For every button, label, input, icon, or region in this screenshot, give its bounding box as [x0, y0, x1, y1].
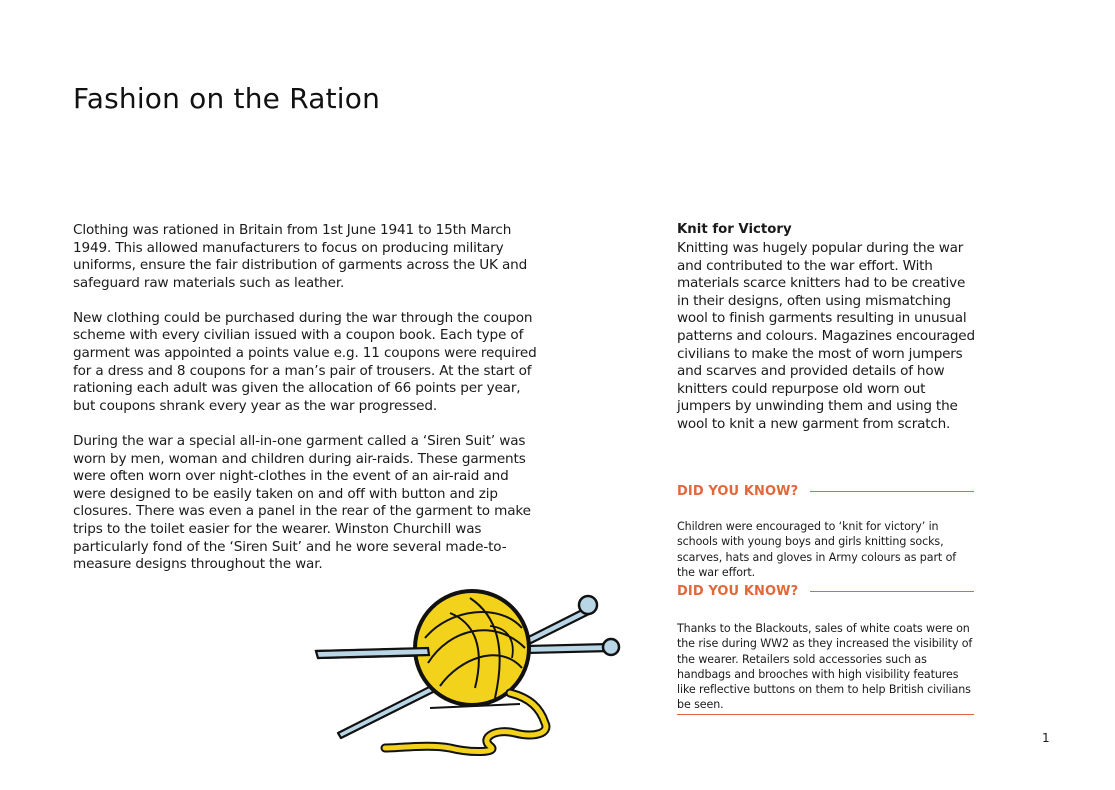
- page-title: Fashion on the Ration: [73, 82, 381, 115]
- knit-for-victory-heading: Knit for Victory: [677, 222, 792, 237]
- did-you-know-heading-2: [677, 584, 974, 599]
- accent-divider: [810, 591, 974, 592]
- illustration: [300, 568, 640, 763]
- accent-divider: [810, 491, 974, 492]
- did-you-know-body-2: Thanks to the Blackouts, sales of white coats were on the rise during WW2 as they increased the visibility of the wearer. Retailers sold accessories such as handbags and brooches with high visibility features like reflective buttons on them to help British civilians be seen.: [677, 622, 973, 712]
- paragraph-coupon-scheme: New clothing could be purchased during the war through the coupon scheme with every civilian issued with a coupon book. Each type of garment was appointed a points value e.g. 11 coupons were required for a dress and 8 coupons for a man’s pair of trousers. At the start of rationing each adult was given the allocation of 66 points per year, but coupons shrank every year as the war progressed.: [73, 309, 537, 414]
- yarn-ball-icon: [415, 591, 529, 705]
- knit-for-victory-section: [677, 222, 977, 434]
- paragraph-siren-suit: During the war a special all-in-one garment called a ‘Siren Suit’ was worn by men, woman and children during air-raids. These garments were often worn over night-clothes in the event of an air-raid and were designed to be easily taken on and off with button and zip closures. There was even a panel in the rear of the garment to make trips to the toilet easier for the wearer. Winston Churchill was particularly fond of the ‘Siren Suit’ and he wore several made-to-measure designs throughout the war.: [73, 432, 531, 573]
- did-you-know-label: DID YOU KNOW?: [677, 484, 799, 499]
- did-you-know-body-1: Children were encouraged to ‘knit for victory’ in schools with young boys and girls knitting socks, scarves, hats and gloves in Army colours as part of the war effort.: [677, 520, 957, 579]
- paragraph-rationing-dates: Clothing was rationed in Britain from 1st June 1941 to 15th March 1949. This allowed manufacturers to focus on producing military uniforms, ensure the fair distribution of garments across the UK and safeguard raw materials such as leather.: [73, 222, 528, 291]
- yarn-ball-with-knitting-needles-icon: [300, 568, 640, 763]
- did-you-know-label: DID YOU KNOW?: [677, 584, 799, 599]
- page-number: 1: [1042, 731, 1050, 745]
- bottom-accent-divider: [677, 714, 974, 715]
- did-you-know-heading-1: [677, 484, 974, 499]
- knit-for-victory-body: Knitting was hugely popular during the war and contributed to the war effort. With materials scarce knitters had to be creative in their designs, often using mismatching wool to finish garments resulting in unusual patterns and colours. Magazines encouraged civilians to make the most of worn jumpers and scarves and provided details of how knitters could repurpose old worn out jumpers by unwinding them and using the wool to knit a new garment from scratch.: [677, 240, 975, 432]
- intro-section: [73, 222, 543, 591]
